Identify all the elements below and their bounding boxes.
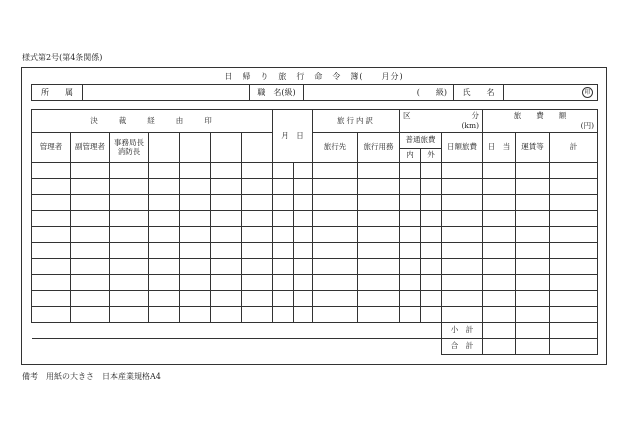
entry-cell[interactable] xyxy=(400,275,421,291)
entry-cell[interactable] xyxy=(483,243,516,259)
entry-cell[interactable] xyxy=(313,163,358,179)
entry-cell[interactable] xyxy=(242,307,273,323)
entry-cell[interactable] xyxy=(273,227,294,243)
approval-slot xyxy=(149,133,180,163)
entry-cell[interactable] xyxy=(483,259,516,275)
entry-cell[interactable] xyxy=(294,195,313,211)
entry-cell[interactable] xyxy=(358,307,400,323)
section-label: 区 xyxy=(403,111,411,120)
blank-area xyxy=(32,323,442,339)
seal-icon: 印 xyxy=(582,87,593,98)
entry-cell[interactable] xyxy=(149,179,180,195)
entry-cell[interactable] xyxy=(211,195,242,211)
entry-cell[interactable] xyxy=(242,195,273,211)
entry-cell[interactable] xyxy=(211,243,242,259)
entry-cell[interactable] xyxy=(211,291,242,307)
position-field[interactable] xyxy=(304,85,454,100)
entry-cell[interactable] xyxy=(273,179,294,195)
grand-total-label: 合 計 xyxy=(442,339,483,355)
entry-cell[interactable] xyxy=(516,243,550,259)
office-head-header xyxy=(110,133,149,163)
entry-cell[interactable] xyxy=(483,275,516,291)
entry-cell[interactable] xyxy=(180,291,211,307)
entry-cell[interactable] xyxy=(110,163,149,179)
expenses-label: 旅 費 額 xyxy=(513,111,567,120)
entry-cell[interactable] xyxy=(211,307,242,323)
entry-cell[interactable] xyxy=(32,163,71,179)
entry-cell[interactable] xyxy=(71,291,110,307)
entry-cell[interactable] xyxy=(313,195,358,211)
total-header: 計 xyxy=(550,133,598,163)
km-label: (km) xyxy=(461,121,479,131)
entry-cell[interactable] xyxy=(421,275,442,291)
entry-cell[interactable] xyxy=(421,163,442,179)
entry-cell[interactable] xyxy=(294,179,313,195)
entry-cell[interactable] xyxy=(242,275,273,291)
entry-cell[interactable] xyxy=(110,243,149,259)
entry-cell[interactable] xyxy=(180,179,211,195)
entry-cell[interactable] xyxy=(273,259,294,275)
entry-cell[interactable] xyxy=(110,179,149,195)
fare-header: 運賃等 xyxy=(516,133,550,163)
entry-cell[interactable] xyxy=(273,211,294,227)
entry-cell[interactable] xyxy=(149,163,180,179)
entry-cell[interactable] xyxy=(294,243,313,259)
entry-cell[interactable] xyxy=(442,259,483,275)
entry-cell[interactable] xyxy=(421,291,442,307)
grand-total-cell[interactable] xyxy=(550,339,598,355)
entry-cell[interactable] xyxy=(242,163,273,179)
entry-cell[interactable] xyxy=(516,163,550,179)
entry-cell[interactable] xyxy=(442,227,483,243)
entry-cell[interactable] xyxy=(421,195,442,211)
entry-cell[interactable] xyxy=(400,227,421,243)
entry-cell[interactable] xyxy=(358,195,400,211)
distance-label: 分 xyxy=(471,111,479,120)
entry-cell[interactable] xyxy=(421,243,442,259)
entry-cell[interactable] xyxy=(516,195,550,211)
table-row xyxy=(32,211,598,227)
distance-header xyxy=(400,110,483,133)
entry-cell[interactable] xyxy=(273,291,294,307)
entry-cell[interactable] xyxy=(211,259,242,275)
entry-cell[interactable] xyxy=(358,291,400,307)
entry-cell[interactable] xyxy=(400,195,421,211)
entry-cell[interactable] xyxy=(483,291,516,307)
table-body xyxy=(32,163,598,323)
expenses-header xyxy=(483,110,598,133)
entry-cell[interactable] xyxy=(242,259,273,275)
approval-header: 決 裁 経 由 印 xyxy=(32,110,273,133)
entry-cell[interactable] xyxy=(313,179,358,195)
table-row xyxy=(32,275,598,291)
table-row xyxy=(32,195,598,211)
entry-cell[interactable] xyxy=(358,259,400,275)
subtotal-cell[interactable] xyxy=(516,323,550,339)
table-row xyxy=(32,259,598,275)
entry-cell[interactable] xyxy=(358,211,400,227)
entry-cell[interactable] xyxy=(211,179,242,195)
entry-cell[interactable] xyxy=(358,243,400,259)
outside-header: 外 xyxy=(421,149,442,163)
entry-cell[interactable] xyxy=(180,195,211,211)
entry-cell[interactable] xyxy=(211,211,242,227)
entry-cell[interactable] xyxy=(32,291,71,307)
entry-cell[interactable] xyxy=(294,307,313,323)
header-row xyxy=(31,84,598,101)
entry-cell[interactable] xyxy=(483,227,516,243)
office-head-label: 事務局長 xyxy=(114,137,144,147)
entry-cell[interactable] xyxy=(71,163,110,179)
entry-cell[interactable] xyxy=(550,259,598,275)
entry-cell[interactable] xyxy=(32,275,71,291)
entry-cell[interactable] xyxy=(483,163,516,179)
entry-cell[interactable] xyxy=(71,179,110,195)
entry-cell[interactable] xyxy=(71,227,110,243)
inside-header: 内 xyxy=(400,149,421,163)
entry-cell[interactable] xyxy=(32,179,71,195)
entry-cell[interactable] xyxy=(149,275,180,291)
entry-cell[interactable] xyxy=(294,291,313,307)
grand-total-cell[interactable] xyxy=(516,339,550,355)
entry-cell[interactable] xyxy=(550,163,598,179)
entry-cell[interactable] xyxy=(149,291,180,307)
entry-cell[interactable] xyxy=(149,243,180,259)
entry-cell[interactable] xyxy=(400,259,421,275)
entry-cell[interactable] xyxy=(149,227,180,243)
entry-cell[interactable] xyxy=(550,211,598,227)
entry-cell[interactable] xyxy=(294,259,313,275)
name-label: 氏 名 xyxy=(454,85,504,100)
entry-cell[interactable] xyxy=(483,307,516,323)
entry-cell[interactable] xyxy=(211,227,242,243)
entry-cell[interactable] xyxy=(421,179,442,195)
entry-cell[interactable] xyxy=(110,227,149,243)
entry-cell[interactable] xyxy=(242,291,273,307)
entry-cell[interactable] xyxy=(358,179,400,195)
table-row xyxy=(32,179,598,195)
entry-cell[interactable] xyxy=(421,259,442,275)
table-row xyxy=(32,163,598,179)
table-row xyxy=(32,307,598,323)
destination-header: 旅行先 xyxy=(313,133,358,163)
entry-cell[interactable] xyxy=(149,307,180,323)
entry-cell[interactable] xyxy=(313,211,358,227)
entry-cell[interactable] xyxy=(180,227,211,243)
entry-cell[interactable] xyxy=(242,243,273,259)
entry-cell[interactable] xyxy=(550,275,598,291)
entry-cell[interactable] xyxy=(149,259,180,275)
entry-cell[interactable] xyxy=(32,211,71,227)
entry-cell[interactable] xyxy=(442,243,483,259)
entry-cell[interactable] xyxy=(400,307,421,323)
entry-cell[interactable] xyxy=(550,291,598,307)
entry-cell[interactable] xyxy=(294,275,313,291)
entry-cell[interactable] xyxy=(313,227,358,243)
entry-cell[interactable] xyxy=(421,227,442,243)
entry-cell[interactable] xyxy=(32,227,71,243)
entry-cell[interactable] xyxy=(71,211,110,227)
entry-cell[interactable] xyxy=(273,275,294,291)
subtotal-label: 小 計 xyxy=(442,323,483,339)
daily-fixed-header: 日額旅費 xyxy=(442,133,483,163)
entry-cell[interactable] xyxy=(294,211,313,227)
entry-cell[interactable] xyxy=(516,275,550,291)
entry-cell[interactable] xyxy=(71,307,110,323)
entry-cell[interactable] xyxy=(483,195,516,211)
entry-cell[interactable] xyxy=(421,307,442,323)
entry-cell[interactable] xyxy=(516,291,550,307)
entry-cell[interactable] xyxy=(242,227,273,243)
entry-cell[interactable] xyxy=(516,307,550,323)
entry-cell[interactable] xyxy=(313,275,358,291)
entry-cell[interactable] xyxy=(71,275,110,291)
entry-cell[interactable] xyxy=(273,163,294,179)
table-row xyxy=(32,227,598,243)
approval-slot xyxy=(180,133,211,163)
entry-cell[interactable] xyxy=(442,195,483,211)
entry-cell[interactable] xyxy=(442,307,483,323)
entry-cell[interactable] xyxy=(180,307,211,323)
entry-cell[interactable] xyxy=(32,243,71,259)
entry-cell[interactable] xyxy=(110,275,149,291)
travel-order-table xyxy=(31,109,598,355)
entry-cell[interactable] xyxy=(400,179,421,195)
entry-cell[interactable] xyxy=(550,195,598,211)
entry-cell[interactable] xyxy=(550,307,598,323)
common-expense-header: 普通旅費 xyxy=(400,133,442,149)
form-title: 日 帰 り 旅 行 命 令 簿( 月分) xyxy=(224,72,404,81)
approval-slot xyxy=(242,133,273,163)
entry-cell[interactable] xyxy=(358,227,400,243)
entry-cell[interactable] xyxy=(149,211,180,227)
entry-cell[interactable] xyxy=(110,307,149,323)
entry-cell[interactable] xyxy=(483,179,516,195)
entry-cell[interactable] xyxy=(32,259,71,275)
entry-cell[interactable] xyxy=(294,163,313,179)
entry-cell[interactable] xyxy=(313,291,358,307)
entry-cell[interactable] xyxy=(442,211,483,227)
entry-cell[interactable] xyxy=(180,259,211,275)
entry-cell[interactable] xyxy=(400,243,421,259)
entry-cell[interactable] xyxy=(273,243,294,259)
entry-cell[interactable] xyxy=(516,227,550,243)
grand-total-cell[interactable] xyxy=(483,339,516,355)
entry-cell[interactable] xyxy=(71,243,110,259)
position-label: 職 名(級) xyxy=(250,85,304,100)
entry-cell[interactable] xyxy=(110,195,149,211)
entry-cell[interactable] xyxy=(358,275,400,291)
grade-label: ( 級) xyxy=(416,88,447,97)
manager-header: 管理者 xyxy=(32,133,71,163)
entry-cell[interactable] xyxy=(442,275,483,291)
vice-manager-header: 副管理者 xyxy=(71,133,110,163)
entry-cell[interactable] xyxy=(273,307,294,323)
entry-cell[interactable] xyxy=(71,259,110,275)
entry-cell[interactable] xyxy=(211,275,242,291)
entry-cell[interactable] xyxy=(400,163,421,179)
blank-area xyxy=(32,339,442,355)
subtotal-cell[interactable] xyxy=(550,323,598,339)
entry-cell[interactable] xyxy=(421,211,442,227)
entry-cell[interactable] xyxy=(110,211,149,227)
entry-cell[interactable] xyxy=(294,227,313,243)
entry-cell[interactable] xyxy=(550,179,598,195)
entry-cell[interactable] xyxy=(550,227,598,243)
entry-cell[interactable] xyxy=(180,243,211,259)
yen-label: (円) xyxy=(580,121,594,131)
entry-cell[interactable] xyxy=(180,275,211,291)
entry-cell[interactable] xyxy=(516,179,550,195)
entry-cell[interactable] xyxy=(180,211,211,227)
affiliation-label: 所 属 xyxy=(32,85,83,100)
trip-detail-header: 旅行内訳 xyxy=(313,110,400,133)
subtotal-cell[interactable] xyxy=(483,323,516,339)
footnote: 備考 用紙の大きさ 日本産業規格A4 xyxy=(22,372,161,381)
table-row xyxy=(32,291,598,307)
entry-cell[interactable] xyxy=(313,243,358,259)
entry-cell[interactable] xyxy=(358,163,400,179)
entry-cell[interactable] xyxy=(32,195,71,211)
entry-cell[interactable] xyxy=(400,291,421,307)
entry-cell[interactable] xyxy=(313,259,358,275)
affiliation-field[interactable] xyxy=(83,85,250,100)
entry-cell[interactable] xyxy=(550,243,598,259)
entry-cell[interactable] xyxy=(442,179,483,195)
purpose-header: 旅行用務 xyxy=(358,133,400,163)
entry-cell[interactable] xyxy=(313,307,358,323)
entry-cell[interactable] xyxy=(442,163,483,179)
entry-cell[interactable] xyxy=(32,307,71,323)
entry-cell[interactable] xyxy=(110,291,149,307)
entry-cell[interactable] xyxy=(483,211,516,227)
approval-slot xyxy=(211,133,242,163)
entry-cell[interactable] xyxy=(516,259,550,275)
month-day-header: 月 日 xyxy=(273,110,313,163)
entry-cell[interactable] xyxy=(273,195,294,211)
fire-chief-label: 消防長 xyxy=(117,146,141,156)
entry-cell[interactable] xyxy=(211,163,242,179)
entry-cell[interactable] xyxy=(516,211,550,227)
entry-cell[interactable] xyxy=(180,163,211,179)
entry-cell[interactable] xyxy=(400,211,421,227)
entry-cell[interactable] xyxy=(149,195,180,211)
form-number-label: 様式第2号(第4条関係) xyxy=(22,53,103,62)
entry-cell[interactable] xyxy=(71,195,110,211)
table-row xyxy=(32,243,598,259)
entry-cell[interactable] xyxy=(110,259,149,275)
name-field[interactable] xyxy=(504,85,597,100)
entry-cell[interactable] xyxy=(242,211,273,227)
daily-allowance-header: 日 当 xyxy=(483,133,516,163)
entry-cell[interactable] xyxy=(242,179,273,195)
entry-cell[interactable] xyxy=(442,291,483,307)
